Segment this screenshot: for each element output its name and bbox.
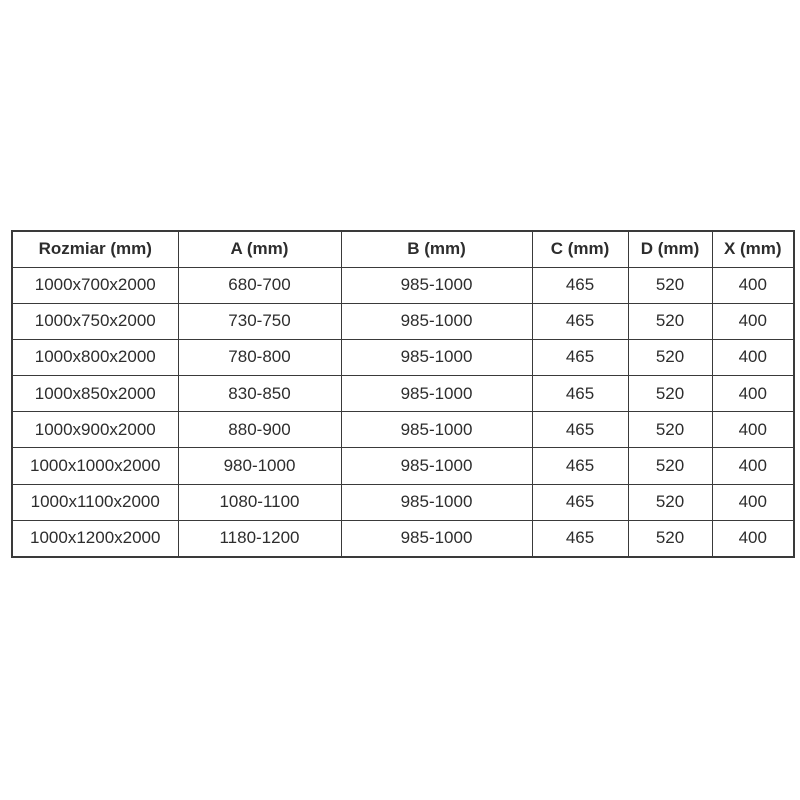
column-header-x: X (mm): [712, 231, 794, 267]
table-cell: 730-750: [178, 303, 341, 339]
table-cell: 1000x1200x2000: [12, 520, 178, 556]
table-cell: 520: [628, 448, 712, 484]
table-cell: 985-1000: [341, 448, 532, 484]
table-cell: 985-1000: [341, 484, 532, 520]
table-row: [12, 484, 794, 520]
table-cell: 465: [532, 448, 628, 484]
table-row: [12, 520, 794, 556]
table-body: [12, 267, 794, 557]
table-cell: 880-900: [178, 412, 341, 448]
table-cell: 520: [628, 339, 712, 375]
table-cell: 680-700: [178, 267, 341, 303]
table-cell: 985-1000: [341, 520, 532, 556]
table-cell: 520: [628, 520, 712, 556]
column-header-b: B (mm): [341, 231, 532, 267]
table-cell: 400: [712, 520, 794, 556]
table-row: [12, 412, 794, 448]
table-cell: 520: [628, 376, 712, 412]
table-cell: 465: [532, 303, 628, 339]
table-cell: 465: [532, 520, 628, 556]
table-cell: 985-1000: [341, 376, 532, 412]
table-cell: 465: [532, 376, 628, 412]
table-cell: 980-1000: [178, 448, 341, 484]
table-row: [12, 339, 794, 375]
table-cell: 465: [532, 267, 628, 303]
table-cell: 780-800: [178, 339, 341, 375]
table-cell: 400: [712, 267, 794, 303]
table-cell: 1000x750x2000: [12, 303, 178, 339]
table-cell: 1000x900x2000: [12, 412, 178, 448]
table-cell: 985-1000: [341, 267, 532, 303]
table-cell: 520: [628, 303, 712, 339]
column-header-d: D (mm): [628, 231, 712, 267]
column-header-c: C (mm): [532, 231, 628, 267]
table-row: [12, 376, 794, 412]
table-cell: 520: [628, 267, 712, 303]
table-row: [12, 303, 794, 339]
table-cell: 400: [712, 448, 794, 484]
table-cell: 1000x700x2000: [12, 267, 178, 303]
column-header-a: A (mm): [178, 231, 341, 267]
table-cell: 400: [712, 484, 794, 520]
table-cell: 465: [532, 339, 628, 375]
table-cell: 465: [532, 484, 628, 520]
table-header-row: [12, 231, 794, 267]
table-cell: 985-1000: [341, 412, 532, 448]
table-cell: 400: [712, 412, 794, 448]
table-cell: 520: [628, 484, 712, 520]
table-cell: 400: [712, 376, 794, 412]
table-row: [12, 267, 794, 303]
column-header-rozmiar: Rozmiar (mm): [12, 231, 178, 267]
table-cell: 1180-1200: [178, 520, 341, 556]
table-cell: 465: [532, 412, 628, 448]
table-cell: 1000x1100x2000: [12, 484, 178, 520]
table-row: [12, 448, 794, 484]
table-cell: 830-850: [178, 376, 341, 412]
table-cell: 1000x1000x2000: [12, 448, 178, 484]
table-cell: 1080-1100: [178, 484, 341, 520]
dimensions-table: [11, 230, 795, 558]
table-cell: 400: [712, 339, 794, 375]
table-cell: 1000x850x2000: [12, 376, 178, 412]
table-cell: 400: [712, 303, 794, 339]
table-cell: 985-1000: [341, 339, 532, 375]
table-cell: 520: [628, 412, 712, 448]
table-cell: 1000x800x2000: [12, 339, 178, 375]
table-cell: 985-1000: [341, 303, 532, 339]
